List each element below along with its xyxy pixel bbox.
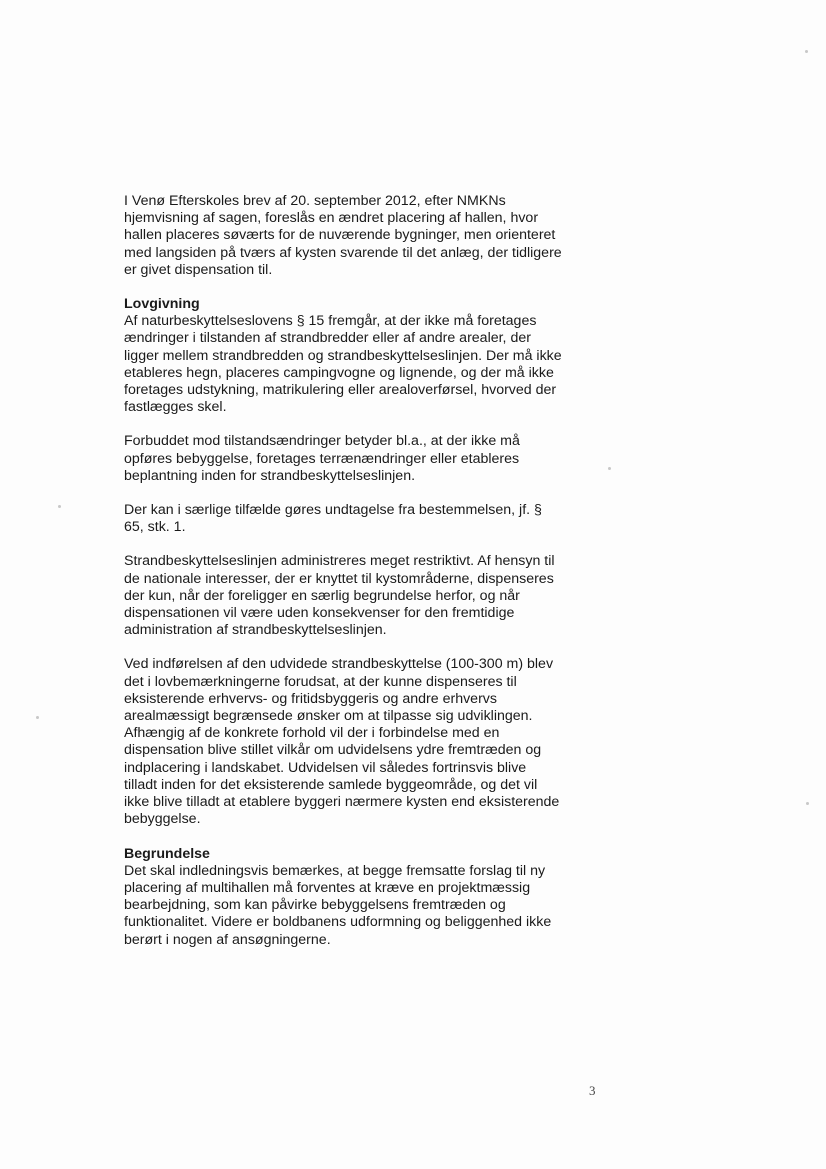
text-line: tilladt inden for det eksisterende samlede byggeområde, og det vil — [124, 776, 538, 793]
lovgivning-paragraph-1 — [124, 313, 604, 416]
text-line: administration af strandbeskyttelseslinjen. — [124, 622, 387, 639]
text-line: Af naturbeskyttelseslovens § 15 fremgår, at der ikke må foretages — [124, 313, 537, 330]
text-line: opføres bebyggelse, foretages terrænændringer eller etableres — [124, 450, 520, 467]
text-line: de nationale interesser, der er knyttet til kystområderne, dispenseres — [124, 570, 554, 587]
text-line: Det skal indledningsvis bemærkes, at begge fremsatte forslag til ny — [124, 862, 546, 879]
page-number: 3 — [589, 1083, 596, 1098]
text-line: arealmæssigt begrænsede ønsker om at tilpasse sig udviklingen. — [124, 708, 533, 725]
intro-paragraph — [124, 193, 604, 279]
text-line: dispensationen vil være uden konsekvenser for den fremtidige — [124, 605, 515, 622]
scan-speck — [806, 802, 809, 805]
document-body — [124, 193, 604, 949]
text-line: Forbuddet mod tilstandsændringer betyder bl.a., at der ikke må — [124, 433, 520, 450]
scan-speck — [805, 50, 808, 53]
begrundelse-paragraph-1 — [124, 863, 604, 949]
text-line: placering af multihallen må forventes at kræve en projektmæssig — [124, 879, 531, 896]
text-line: der kun, når der foreligger en særlig begrundelse herfor, og når — [124, 587, 520, 604]
text-line: etableres hegn, placeres campingvogne og lignende, og der må ikke — [124, 364, 554, 381]
lovgivning-paragraph-3 — [124, 502, 604, 536]
text-line: ændringer i tilstanden af strandbredder eller af andre arealer, der — [124, 330, 531, 347]
text-line: med langsiden på tværs af kysten svarende til det anlæg, der tidligere — [124, 244, 562, 261]
section-heading-begrundelse: Begrundelse — [124, 845, 210, 862]
text-line: Strandbeskyttelseslinjen administreres meget restriktivt. Af hensyn til — [124, 553, 555, 570]
text-line: ikke blive tilladt at etablere byggeri nærmere kysten end eksisterende — [124, 794, 560, 811]
text-line: Der kan i særlige tilfælde gøres undtagelse fra bestemmelsen, jf. § — [124, 502, 542, 519]
text-line: fastlægges skel. — [124, 399, 227, 416]
text-line: ligger mellem strandbredden og strandbeskyttelseslinjen. Der må ikke — [124, 347, 562, 364]
section-heading-lovgivning: Lovgivning — [124, 296, 200, 313]
scan-speck — [608, 467, 611, 470]
text-line: hallen placeres søværts for de nuværende bygninger, men orienteret — [124, 227, 556, 244]
text-line: det i lovbemærkningerne forudsat, at der kunne dispenseres til — [124, 673, 517, 690]
scan-speck — [58, 505, 61, 508]
text-line: bearbejdning, som kan påvirke bebyggelsens fremtræden og — [124, 897, 506, 914]
scan-speck — [36, 716, 39, 719]
text-line: I Venø Efterskoles brev af 20. september 2012, efter NMKNs — [124, 193, 506, 209]
text-line: dispensation blive stillet vilkår om udvidelsens ydre fremtræden og — [124, 742, 542, 759]
lovgivning-paragraph-4 — [124, 553, 604, 639]
text-line: funktionalitet. Videre er boldbanens udformning og beliggenhed ikke — [124, 914, 552, 931]
text-line: foretages udstykning, matrikulering eller arealoverførsel, hvorved der — [124, 382, 557, 399]
lovgivning-paragraph-2 — [124, 433, 604, 485]
text-line: beplantning inden for strandbeskyttelseslinjen. — [124, 467, 416, 484]
text-line: er givet dispensation til. — [124, 261, 273, 278]
text-line: 65, stk. 1. — [124, 519, 186, 536]
text-line: hjemvisning af sagen, foreslås en ændret placering af hallen, hvor — [124, 210, 539, 227]
text-line: indplacering i landskabet. Udvidelsen vil således fortrinsvis blive — [124, 759, 527, 776]
lovgivning-paragraph-5 — [124, 656, 604, 828]
text-line: Afhængig af de konkrete forhold vil der i forbindelse med en — [124, 725, 500, 742]
text-line: eksisterende erhvervs- og fritidsbyggeris og andre erhvervs — [124, 690, 497, 707]
text-line: Ved indførelsen af den udvidede strandbeskyttelse (100-300 m) blev — [124, 656, 554, 673]
text-line: berørt i nogen af ansøgningerne. — [124, 931, 331, 948]
text-line: bebyggelse. — [124, 811, 201, 828]
